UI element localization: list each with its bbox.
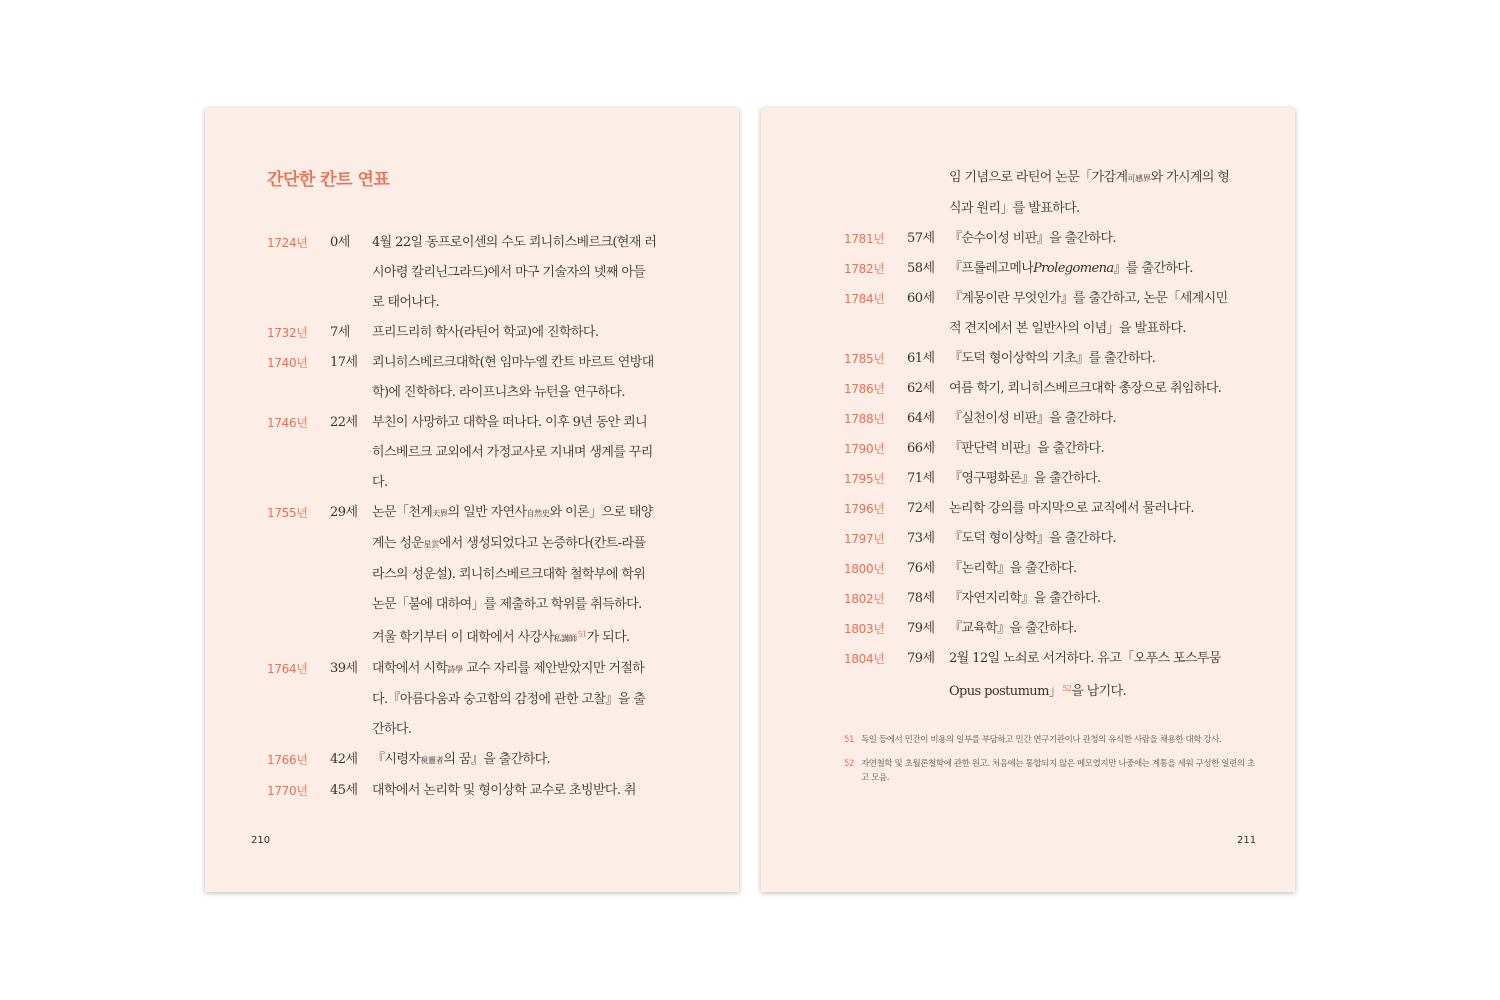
entry-text: 『교육학』을 출간하다. [949, 621, 1077, 636]
footnote-number: 52 [844, 759, 855, 769]
timeline-entry [844, 584, 1264, 614]
hanja-gloss: 自然史 [526, 509, 550, 518]
timeline-entry [844, 284, 1264, 344]
text-segment: 『시령자 [372, 752, 421, 767]
timeline-entry [844, 494, 1264, 524]
entry-year: 1797년 [844, 532, 885, 546]
timeline-entry [267, 228, 687, 318]
text-segment: 의 일반 자연사 [447, 505, 527, 520]
text-segment: 의 꿈』을 출간하다. [443, 752, 551, 767]
text-segment: 가 되다. [586, 630, 630, 645]
footnote [844, 757, 1264, 785]
entry-text: 『실천이성 비판』을 출간하다. [949, 411, 1116, 426]
entry-year: 1746년 [267, 416, 308, 430]
entry-year: 1803년 [844, 622, 885, 636]
page-title: 간단한 칸트 연표 [267, 170, 390, 190]
text-segment: 와 가시계의 형식과 원리」를 발표하다. [949, 170, 1230, 216]
entry-year: 1740년 [267, 356, 308, 370]
text-segment: 와 이론」으로 태양계는 성운 [372, 505, 653, 551]
entry-year: 1804년 [844, 652, 885, 666]
hanja-gloss: 私講師 [553, 634, 577, 643]
timeline-entry [844, 554, 1264, 584]
italic-term: Prolegomena [1033, 261, 1114, 276]
text-segment: 대학에서 시학 [372, 661, 448, 676]
timeline-entry [844, 224, 1264, 254]
footnotes [844, 733, 1264, 795]
entry-year: 1782년 [844, 262, 885, 276]
timeline-entry [844, 404, 1264, 434]
timeline-entry [844, 434, 1264, 464]
entry-text: 『순수이성 비판』을 출간하다. [949, 231, 1116, 246]
text-segment: 에서 생성되었다고 논증하다(칸트-라플라스의 성운설). 쾨니히스베르크대학 철학부에 학위논문「불에 대하여」를 제출하고 학위를 취득하다. 겨울 학기부터 이 대학에서 사강사 [372, 536, 646, 645]
entry-text [949, 163, 1234, 224]
entry-text [372, 498, 657, 654]
timeline-entry [267, 745, 687, 776]
entry-year: 1766년 [267, 753, 308, 767]
hanja-gloss: 可感界 [1127, 174, 1151, 183]
footnote-text: 자연철학 및 초월론철학에 관한 원고. 처음에는 통합되지 않은 메모였지만 나중에는 계통을 세워 구성한 일련의 초고 모음. [861, 759, 1255, 783]
footnote-number: 51 [844, 735, 855, 745]
entry-age: 22세 [330, 415, 358, 430]
entry-year: 1790년 [844, 442, 885, 456]
timeline-entry [267, 348, 687, 408]
footnote-text: 독일 등에서 민간이 비용의 일부를 부담하고 민간 연구기관이나 관청의 유식한 사람을 채용한 대학 강사. [861, 735, 1222, 745]
text-segment: 교수 자리를 제안받았지만 거절하다.『아름다움과 숭고함의 감정에 관한 고찰』을 출간하다. [372, 661, 646, 737]
text-segment: 『프롤레고메나 [949, 261, 1034, 276]
right-page [761, 108, 1295, 892]
entry-age: 73세 [907, 531, 935, 546]
entry-age-empty [907, 163, 949, 224]
entry-age: 7세 [330, 325, 350, 340]
entry-age: 79세 [907, 651, 935, 666]
entry-age: 0세 [330, 235, 350, 250]
entry-age: 79세 [907, 621, 935, 636]
text-segment: 을 남기다. [1071, 684, 1127, 699]
entry-text: 쾨니히스베르크대학(현 임마누엘 칸트 바르트 연방대학)에 진학하다. 라이프니츠와 뉴턴을 연구하다. [372, 355, 654, 400]
footnote-ref[interactable]: 51 [577, 630, 587, 639]
timeline-entry [844, 374, 1264, 404]
entry-age: 42세 [330, 752, 358, 767]
entry-text: 『영구평화론』을 출간하다. [949, 471, 1101, 486]
entry-age: 45세 [330, 783, 358, 798]
hanja-gloss: 天界 [432, 509, 448, 518]
entry-year: 1788년 [844, 412, 885, 426]
entry-age: 64세 [907, 411, 935, 426]
timeline-entry [267, 318, 687, 348]
timeline-entry [844, 344, 1264, 374]
hanja-gloss: 視靈者 [420, 756, 444, 765]
entry-age: 71세 [907, 471, 935, 486]
entry-text: 『도덕 형이상학의 기초』를 출간하다. [949, 351, 1156, 366]
timeline-entry [844, 464, 1264, 494]
entry-year: 1724년 [267, 236, 308, 250]
entry-year: 1796년 [844, 502, 885, 516]
entry-year: 1795년 [844, 472, 885, 486]
entry-text: 『판단력 비판』을 출간하다. [949, 441, 1104, 456]
page-number: 211 [1237, 835, 1257, 846]
entry-text: 『논리학』을 출간하다. [949, 561, 1077, 576]
entry-age: 72세 [907, 501, 935, 516]
entry-age: 76세 [907, 561, 935, 576]
text-segment: 논문「천계 [372, 505, 433, 520]
entry-year: 1732년 [267, 326, 308, 340]
left-page [205, 108, 739, 892]
entry-text [949, 644, 1234, 707]
timeline-entry-continuation [844, 163, 1264, 224]
entry-year: 1781년 [844, 232, 885, 246]
entry-text: 부친이 사망하고 대학을 떠나다. 이후 9년 동안 쾨니히스베르크 교외에서 가정교사로 지내며 생계를 꾸리다. [372, 415, 653, 490]
entry-year: 1786년 [844, 382, 885, 396]
entry-year: 1770년 [267, 784, 308, 798]
entry-age: 29세 [330, 505, 358, 520]
entry-text [372, 745, 657, 776]
entry-year: 1784년 [844, 292, 885, 306]
timeline-left [267, 228, 687, 806]
entry-age: 62세 [907, 381, 935, 396]
timeline-entry [844, 254, 1264, 284]
entry-text: 대학에서 논리학 및 형이상학 교수로 초빙받다. 취 [372, 783, 636, 798]
timeline-entry [267, 654, 687, 745]
timeline-entry [267, 498, 687, 654]
timeline-entry [267, 776, 687, 806]
timeline-entry [844, 524, 1264, 554]
entry-year: 1764년 [267, 662, 308, 676]
entry-text: 논리학 강의를 마지막으로 교직에서 물러나다. [949, 501, 1194, 516]
entry-year-empty [844, 163, 907, 224]
entry-age: 66세 [907, 441, 935, 456]
entry-age: 39세 [330, 661, 358, 676]
entry-year: 1785년 [844, 352, 885, 366]
entry-text: 『계몽이란 무엇인가』를 출간하고, 논문「세계시민적 견지에서 본 일반사의 이념」을 발표하다. [949, 291, 1228, 336]
entry-age: 61세 [907, 351, 935, 366]
entry-age: 17세 [330, 355, 358, 370]
entry-year: 1802년 [844, 592, 885, 606]
entry-text: 4월 22일 동프로이센의 수도 쾨니히스베르크(현재 러시아령 칼리닌그라드)에서 마구 기술자의 넷째 아들로 태어나다. [372, 235, 657, 310]
entry-age: 57세 [907, 231, 935, 246]
entry-text [372, 654, 657, 745]
footnote-ref[interactable]: 52 [1062, 684, 1072, 693]
text-segment: 』를 출간하다. [1113, 261, 1193, 276]
entry-age: 58세 [907, 261, 935, 276]
text-segment: 임 기념으로 라틴어 논문「가감계 [949, 170, 1128, 185]
page-number: 210 [251, 835, 271, 846]
hanja-gloss: 星雲 [423, 540, 439, 549]
timeline-entry [844, 644, 1264, 707]
entry-text: 프리드리히 학사(라틴어 학교)에 진학하다. [372, 325, 599, 340]
entry-age: 78세 [907, 591, 935, 606]
timeline-entry [844, 614, 1264, 644]
timeline-right [844, 163, 1264, 707]
entry-year: 1755년 [267, 506, 308, 520]
entry-text [949, 254, 1234, 284]
text-segment: 2월 12일 노쇠로 서거하다. 유고「오푸스 포스투뭄 Opus postumum」 [949, 651, 1221, 699]
entry-year: 1800년 [844, 562, 885, 576]
hanja-gloss: 詩學 [447, 665, 463, 674]
entry-text: 『도덕 형이상학』을 출간하다. [949, 531, 1116, 546]
footnote [844, 733, 1264, 747]
entry-text: 『자연지리학』을 출간하다. [949, 591, 1101, 606]
entry-text: 여름 학기, 쾨니히스베르크대학 총장으로 취임하다. [949, 381, 1222, 396]
entry-age: 60세 [907, 291, 935, 306]
timeline-entry [267, 408, 687, 498]
